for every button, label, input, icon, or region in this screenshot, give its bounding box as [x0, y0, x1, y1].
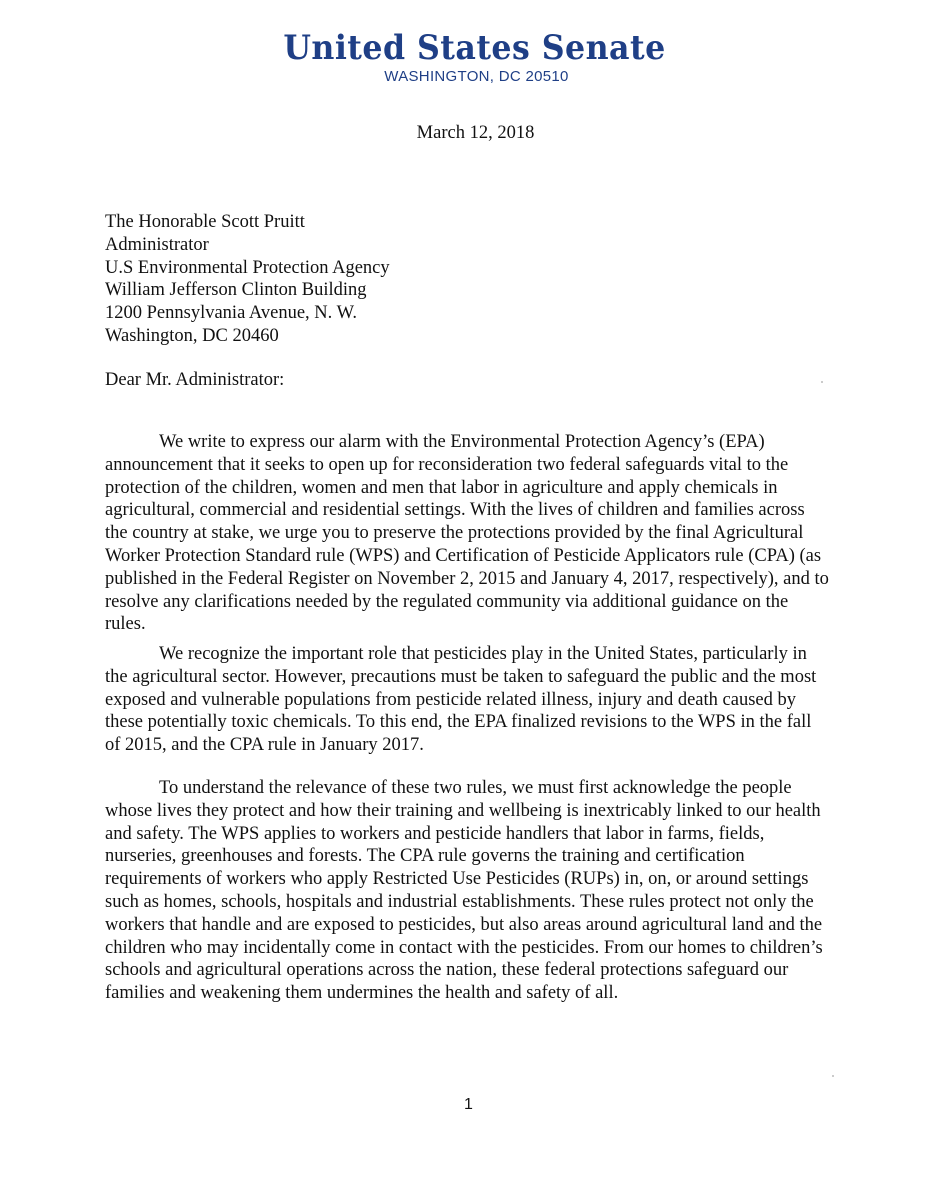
letterhead	[0, 28, 937, 86]
recipient-title: Administrator	[105, 234, 209, 255]
letter-date: March 12, 2018	[416, 123, 535, 143]
body-paragraph-2: We recognize the important role that pesticides play in the United States, particularly in the agricultural sector. However, precautions must be taken to safeguard the public and the most exposed and vulnerable populations from pesticide related illness, injury and death caused by these potentially toxic chemicals. To this end, the EPA finalized revisions to the WPS in the fall of 2015, and the CPA rule in January 2017.	[105, 644, 817, 756]
body-paragraph-1: We write to express our alarm with the Environmental Protection Agency’s (EPA) announcement that it seeks to open up for reconsideration two federal safeguards vital to the protection of the children, women and men that labor in agriculture and apply chemicals in agricultural, commercial and residential settings. With the lives of children and families across the country at stake, we urge you to preserve the protections provided by the final Agricultural Worker Protection Standard rule (WPS) and Certification of Pesticide Applicators rule (CPA) (as published in the Federal Register on November 2, 2015 and January 4, 2017, respectively), and to resolve any clarifications needed by the regulated community via additional guidance on the rules.	[105, 432, 829, 635]
recipient-city: Washington, DC 20460	[105, 325, 279, 346]
salutation: Dear Mr. Administrator:	[105, 370, 285, 390]
recipient-address	[105, 211, 390, 348]
recipient-building: William Jefferson Clinton Building	[105, 280, 367, 301]
recipient-name: The Honorable Scott Pruitt	[105, 212, 305, 232]
body-paragraph-3: To understand the relevance of these two rules, we must first acknowledge the people whose lives they protect and how their training and wellbeing is inextricably linked to our health and safety. The WPS applies to workers and pesticide handlers that labor in farms, fields, nurseries, greenhouses and forests. The CPA rule governs the training and certification requirements of workers who apply Restricted Use Pesticides (RUPs) in, on, or around settings such as homes, schools, hospitals and industrial establishments. These rules protect not only the workers that handle and are exposed to pesticides, but also areas around agricultural land and the children who may incidentally come in contact with the pesticides. From our homes to children’s schools and agricultural operations across the nation, these federal protections safeguard our families and weakening them undermines the health and safety of all.	[105, 778, 823, 1004]
recipient-street: 1200 Pennsylvania Avenue, N. W.	[105, 303, 357, 324]
page-number: 1	[464, 1096, 473, 1113]
recipient-agency: U.S Environmental Protection Agency	[105, 257, 390, 278]
scan-speck	[832, 1075, 834, 1077]
letterhead-title: United States Senate	[283, 28, 666, 68]
scan-speck	[821, 381, 823, 383]
letterhead-city: WASHINGTON, DC 20510	[384, 68, 569, 85]
